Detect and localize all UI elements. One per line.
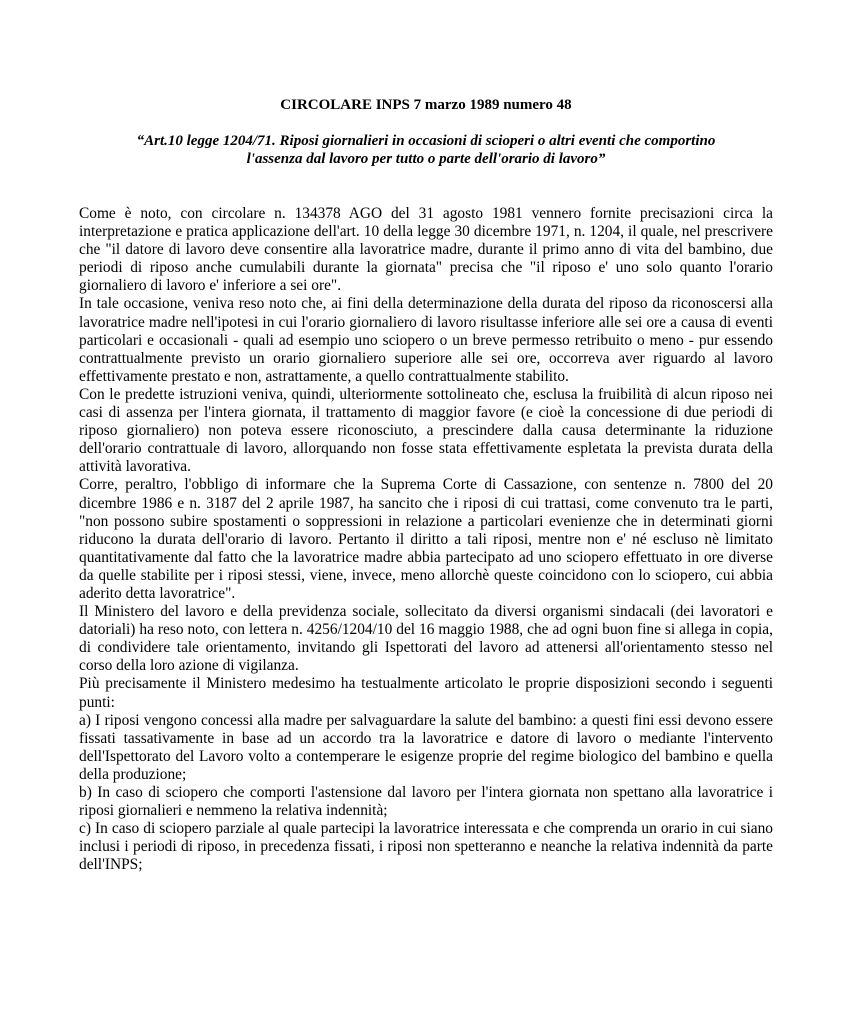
document-page — [79, 96, 773, 874]
document-body — [79, 205, 773, 874]
list-item-point-b: b) In caso di sciopero che comporti l'astensione dal lavoro per l'intera giornata non spettano alla lavoratrice i riposi giornalieri e nemmeno la relativa indennità; — [79, 784, 773, 820]
subtitle-line-2: l'assenza dal lavoro per tutto o parte dell'orario di lavoro” — [246, 151, 606, 167]
subtitle-line-1: “Art.10 legge 1204/71. Riposi giornalieri in occasioni di scioperi o altri eventi che comportino — [136, 133, 716, 149]
paragraph-points-intro: Più precisamente il Ministero medesimo ha testualmente articolato le proprie disposizioni secondo i seguenti punti: — [79, 675, 773, 711]
paragraph-ministero: Il Ministero del lavoro e della previdenza sociale, sollecitato da diversi organismi sindacali (dei lavoratori e datoriali) ha reso noto, con lettera n. 4256/1204/10 del 16 maggio 1988, che ad ogni buon fine si allega in copia, di condividere tale orientamento, invitando gli Ispettorati del lavoro ad attenersi all'orientamento stesso nel corso della loro azione di vigilanza. — [79, 603, 773, 675]
paragraph-instructions: Con le predette istruzioni veniva, quindi, ulteriormente sottolineato che, esclusa la fruibilità di alcun riposo nei casi di assenza per l'intera giornata, il trattamento di maggior favore (e cioè la concessione di due periodi di riposo giornaliero) non poteva essere riconosciuto, a prescindere dalla causa determinante la riduzione dell'orario contrattuale di lavoro, allorquando non fosse stata effettivamente espletata la prevista durata della attività lavorativa. — [79, 385, 773, 476]
document-title: CIRCOLARE INPS 7 marzo 1989 numero 48 — [280, 97, 572, 113]
paragraph-cassazione: Corre, peraltro, l'obbligo di informare che la Suprema Corte di Cassazione, con sentenze n. 7800 del 20 dicembre 1986 e n. 3187 del 2 aprile 1987, ha sancito che i riposi di cui trattasi, come convenuto tra le parti, "non possono subire spostamenti o soppressioni in relazione a particolari evenienze che in determinati giorni riducono la durata dell'orario di lavoro. Pertanto il diritto a tali riposi, mentre non e' né escluso nè limitato quantitativamente dal fatto che la lavoratrice madre abbia partecipato ad uno sciopero effettuato in ore diverse da quelle stabilite per i riposi stessi, viene, invece, meno allorchè queste coincidono con lo sciopero, cui abbia aderito detta lavoratrice". — [79, 476, 773, 602]
document-subtitle — [79, 132, 773, 168]
list-item-point-a: a) I riposi vengono concessi alla madre per salvaguardare la salute del bambino: a questi fini essi devono essere fissati tassativamente in base ad un accordo tra la lavoratrice e datore di lavoro o mediante l'intervento dell'Ispettorato del Lavoro volto a contemperare le esigenze proprie del regime biologico del bambino e quella della produzione; — [79, 711, 773, 783]
list-item-point-c: c) In caso di sciopero parziale al quale partecipi la lavoratrice interessata e che comprenda un orario in cui siano inclusi i periodi di riposo, in precedenza fissati, i riposi non spetteranno e neanche la relativa indennità da parte dell'INPS; — [79, 820, 773, 874]
paragraph-intro: Come è noto, con circolare n. 134378 AGO del 31 agosto 1981 vennero fornite precisazioni circa la interpretazione e pratica applicazione dell'art. 10 della legge 30 dicembre 1971, n. 1204, il quale, nel prescrivere che "il datore di lavoro deve consentire alla lavoratrice madre, durante il primo anno di vita del bambino, due periodi di riposo anche cumulabili durante la giornata" precisa che "il riposo e' uno solo quanto l'orario giornaliero di lavoro e' inferiore a sei ore". — [79, 205, 773, 295]
paragraph-occasion: In tale occasione, veniva reso noto che, ai fini della determinazione della durata del riposo da riconoscersi alla lavoratrice madre nell'ipotesi in cui l'orario giornaliero di lavoro risultasse inferiore alle sei ore a causa di eventi particolari e occasionali - quali ad esempio uno sciopero o un breve permesso retribuito o meno - pur essendo contrattualmente previsto un orario giornaliero superiore alle sei ore, occorreva aver riguardo al lavoro effettivamente prestato e non, astrattamente, a quello contrattualmente stabilito. — [79, 295, 773, 385]
